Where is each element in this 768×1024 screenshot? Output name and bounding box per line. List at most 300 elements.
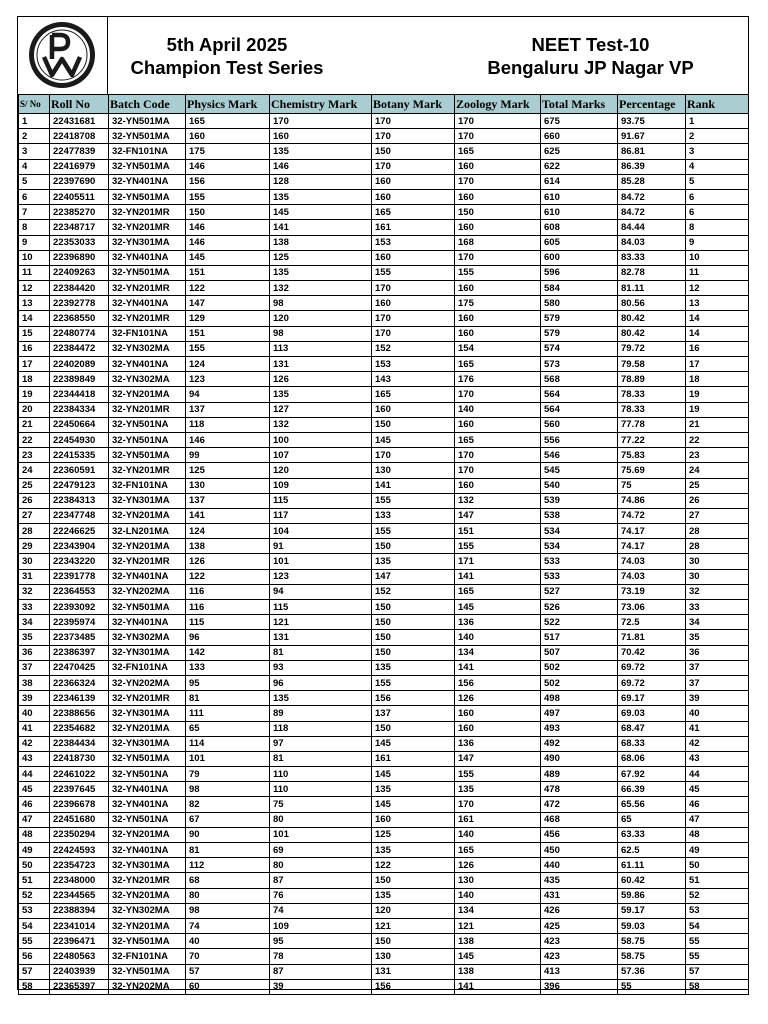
cell-percentage: 93.75 [618, 114, 686, 129]
cell-sno: 58 [19, 979, 50, 994]
cell-percentage: 79.58 [618, 357, 686, 372]
results-body [19, 114, 749, 995]
cell-botany: 155 [372, 524, 455, 539]
cell-batch-code: 32-FN101NA [109, 660, 186, 675]
cell-botany: 160 [372, 812, 455, 827]
cell-zoology: 160 [455, 220, 541, 235]
cell-roll-no: 22365397 [50, 979, 109, 994]
cell-physics: 155 [186, 341, 270, 356]
cell-rank: 50 [686, 858, 749, 873]
cell-batch-code: 32-FN101NA [109, 949, 186, 964]
cell-rank: 25 [686, 478, 749, 493]
cell-roll-no: 22392778 [50, 296, 109, 311]
cell-roll-no: 22480563 [50, 949, 109, 964]
cell-zoology: 141 [455, 660, 541, 675]
cell-total: 622 [541, 159, 618, 174]
cell-chemistry: 91 [270, 539, 372, 554]
cell-zoology: 171 [455, 554, 541, 569]
table-row [19, 782, 749, 797]
cell-sno: 27 [19, 508, 50, 523]
cell-roll-no: 22389849 [50, 372, 109, 387]
cell-percentage: 84.03 [618, 235, 686, 250]
cell-batch-code: 32-YN201MR [109, 873, 186, 888]
cell-sno: 16 [19, 341, 50, 356]
cell-chemistry: 117 [270, 508, 372, 523]
cell-botany: 121 [372, 918, 455, 933]
cell-rank: 30 [686, 554, 749, 569]
cell-sno: 43 [19, 751, 50, 766]
cell-total: 596 [541, 265, 618, 280]
cell-roll-no: 22393092 [50, 600, 109, 615]
cell-chemistry: 135 [270, 144, 372, 159]
cell-percentage: 69.03 [618, 706, 686, 721]
cell-physics: 67 [186, 812, 270, 827]
cell-rank: 1 [686, 114, 749, 129]
cell-physics: 126 [186, 554, 270, 569]
cell-sno: 22 [19, 432, 50, 447]
cell-roll-no: 22416979 [50, 159, 109, 174]
cell-batch-code: 32-YN401NA [109, 250, 186, 265]
cell-sno: 31 [19, 569, 50, 584]
logo-box [18, 17, 108, 94]
cell-zoology: 136 [455, 615, 541, 630]
cell-chemistry: 81 [270, 645, 372, 660]
cell-total: 497 [541, 706, 618, 721]
cell-botany: 150 [372, 721, 455, 736]
cell-botany: 130 [372, 949, 455, 964]
cell-sno: 28 [19, 524, 50, 539]
cell-sno: 5 [19, 174, 50, 189]
results-table [18, 94, 749, 995]
cell-chemistry: 170 [270, 114, 372, 129]
cell-roll-no: 22431681 [50, 114, 109, 129]
cell-physics: 146 [186, 432, 270, 447]
cell-total: 533 [541, 554, 618, 569]
cell-zoology: 170 [455, 463, 541, 478]
cell-roll-no: 22347748 [50, 508, 109, 523]
cell-chemistry: 98 [270, 326, 372, 341]
cell-batch-code: 32-YN501NA [109, 432, 186, 447]
cell-physics: 57 [186, 964, 270, 979]
table-row [19, 417, 749, 432]
cell-percentage: 74.86 [618, 493, 686, 508]
table-row [19, 448, 749, 463]
cell-chemistry: 145 [270, 205, 372, 220]
cell-physics: 111 [186, 706, 270, 721]
cell-total: 534 [541, 539, 618, 554]
cell-total: 450 [541, 843, 618, 858]
cell-batch-code: 32-YN302MA [109, 341, 186, 356]
cell-percentage: 70.42 [618, 645, 686, 660]
cell-total: 574 [541, 341, 618, 356]
cell-zoology: 140 [455, 402, 541, 417]
cell-zoology: 138 [455, 934, 541, 949]
col-header-batch-code: Batch Code [109, 95, 186, 114]
table-row [19, 220, 749, 235]
cell-rank: 33 [686, 600, 749, 615]
cell-sno: 1 [19, 114, 50, 129]
cell-batch-code: 32-YN501MA [109, 159, 186, 174]
cell-rank: 47 [686, 812, 749, 827]
cell-total: 526 [541, 600, 618, 615]
cell-percentage: 72.5 [618, 615, 686, 630]
table-row [19, 934, 749, 949]
cell-zoology: 165 [455, 357, 541, 372]
cell-chemistry: 131 [270, 630, 372, 645]
cell-sno: 17 [19, 357, 50, 372]
cell-sno: 49 [19, 843, 50, 858]
cell-chemistry: 87 [270, 873, 372, 888]
cell-zoology: 136 [455, 736, 541, 751]
cell-rank: 55 [686, 949, 749, 964]
cell-zoology: 141 [455, 569, 541, 584]
cell-physics: 123 [186, 372, 270, 387]
cell-physics: 98 [186, 903, 270, 918]
cell-sno: 36 [19, 645, 50, 660]
cell-chemistry: 81 [270, 751, 372, 766]
cell-sno: 33 [19, 600, 50, 615]
cell-zoology: 121 [455, 918, 541, 933]
cell-botany: 165 [372, 205, 455, 220]
cell-physics: 122 [186, 281, 270, 296]
cell-sno: 13 [19, 296, 50, 311]
cell-percentage: 78.33 [618, 387, 686, 402]
cell-roll-no: 22397690 [50, 174, 109, 189]
cell-batch-code: 32-YN301MA [109, 706, 186, 721]
cell-total: 468 [541, 812, 618, 827]
cell-zoology: 170 [455, 174, 541, 189]
cell-botany: 150 [372, 615, 455, 630]
cell-rank: 51 [686, 873, 749, 888]
cell-physics: 94 [186, 387, 270, 402]
cell-rank: 22 [686, 432, 749, 447]
cell-chemistry: 127 [270, 402, 372, 417]
table-row [19, 827, 749, 842]
cell-rank: 16 [686, 341, 749, 356]
cell-chemistry: 141 [270, 220, 372, 235]
cell-botany: 160 [372, 296, 455, 311]
cell-physics: 137 [186, 402, 270, 417]
cell-physics: 137 [186, 493, 270, 508]
cell-percentage: 68.06 [618, 751, 686, 766]
cell-batch-code: 32-YN501MA [109, 600, 186, 615]
pw-logo-icon [28, 21, 96, 89]
cell-total: 517 [541, 630, 618, 645]
cell-roll-no: 22384334 [50, 402, 109, 417]
cell-chemistry: 125 [270, 250, 372, 265]
table-row [19, 888, 749, 903]
cell-batch-code: 32-YN302MA [109, 903, 186, 918]
cell-batch-code: 32-YN501MA [109, 265, 186, 280]
cell-percentage: 61.11 [618, 858, 686, 873]
cell-botany: 131 [372, 964, 455, 979]
cell-sno: 42 [19, 736, 50, 751]
cell-chemistry: 76 [270, 888, 372, 903]
cell-roll-no: 22384313 [50, 493, 109, 508]
cell-total: 502 [541, 675, 618, 690]
cell-botany: 122 [372, 858, 455, 873]
cell-percentage: 73.19 [618, 584, 686, 599]
cell-percentage: 79.72 [618, 341, 686, 356]
cell-physics: 146 [186, 220, 270, 235]
cell-rank: 19 [686, 402, 749, 417]
table-row [19, 114, 749, 129]
table-row [19, 721, 749, 736]
cell-batch-code: 32-YN202MA [109, 979, 186, 994]
cell-total: 431 [541, 888, 618, 903]
cell-chemistry: 100 [270, 432, 372, 447]
cell-total: 579 [541, 311, 618, 326]
cell-roll-no: 22385270 [50, 205, 109, 220]
cell-total: 423 [541, 934, 618, 949]
cell-physics: 98 [186, 782, 270, 797]
table-row [19, 357, 749, 372]
test-name: NEET Test-10 [531, 34, 650, 55]
cell-batch-code: 32-YN202MA [109, 584, 186, 599]
cell-sno: 10 [19, 250, 50, 265]
cell-total: 605 [541, 235, 618, 250]
table-row [19, 493, 749, 508]
cell-rank: 35 [686, 630, 749, 645]
cell-roll-no: 22391778 [50, 569, 109, 584]
cell-sno: 48 [19, 827, 50, 842]
cell-sno: 3 [19, 144, 50, 159]
cell-total: 425 [541, 918, 618, 933]
col-header-rank: Rank [686, 95, 749, 114]
cell-zoology: 155 [455, 265, 541, 280]
cell-total: 573 [541, 357, 618, 372]
cell-chemistry: 98 [270, 296, 372, 311]
cell-roll-no: 22418730 [50, 751, 109, 766]
cell-total: 614 [541, 174, 618, 189]
cell-chemistry: 101 [270, 827, 372, 842]
cell-zoology: 147 [455, 751, 541, 766]
cell-roll-no: 22479123 [50, 478, 109, 493]
table-row [19, 675, 749, 690]
cell-zoology: 160 [455, 417, 541, 432]
cell-rank: 54 [686, 918, 749, 933]
cell-botany: 155 [372, 675, 455, 690]
cell-batch-code: 32-YN501MA [109, 751, 186, 766]
cell-roll-no: 22395974 [50, 615, 109, 630]
cell-rank: 37 [686, 675, 749, 690]
table-row [19, 600, 749, 615]
cell-botany: 170 [372, 129, 455, 144]
cell-percentage: 59.86 [618, 888, 686, 903]
cell-rank: 53 [686, 903, 749, 918]
cell-sno: 39 [19, 691, 50, 706]
cell-roll-no: 22348000 [50, 873, 109, 888]
cell-chemistry: 69 [270, 843, 372, 858]
cell-rank: 26 [686, 493, 749, 508]
cell-percentage: 77.22 [618, 432, 686, 447]
cell-zoology: 147 [455, 508, 541, 523]
cell-total: 600 [541, 250, 618, 265]
cell-sno: 45 [19, 782, 50, 797]
cell-zoology: 155 [455, 539, 541, 554]
cell-botany: 150 [372, 630, 455, 645]
cell-total: 413 [541, 964, 618, 979]
cell-rank: 28 [686, 539, 749, 554]
cell-chemistry: 80 [270, 812, 372, 827]
cell-botany: 145 [372, 767, 455, 782]
cell-percentage: 80.42 [618, 326, 686, 341]
cell-zoology: 141 [455, 979, 541, 994]
cell-percentage: 73.06 [618, 600, 686, 615]
table-row [19, 964, 749, 979]
result-sheet [17, 16, 749, 993]
cell-physics: 80 [186, 888, 270, 903]
cell-zoology: 170 [455, 114, 541, 129]
table-row [19, 812, 749, 827]
cell-percentage: 91.67 [618, 129, 686, 144]
table-row [19, 144, 749, 159]
cell-rank: 48 [686, 827, 749, 842]
cell-roll-no: 22366324 [50, 675, 109, 690]
cell-percentage: 83.33 [618, 250, 686, 265]
cell-zoology: 160 [455, 189, 541, 204]
cell-batch-code: 32-YN201MR [109, 554, 186, 569]
cell-roll-no: 22477839 [50, 144, 109, 159]
cell-zoology: 170 [455, 387, 541, 402]
cell-rank: 2 [686, 129, 749, 144]
cell-total: 579 [541, 326, 618, 341]
cell-sno: 4 [19, 159, 50, 174]
cell-percentage: 75.69 [618, 463, 686, 478]
cell-chemistry: 115 [270, 493, 372, 508]
table-row [19, 524, 749, 539]
table-row [19, 751, 749, 766]
cell-botany: 150 [372, 934, 455, 949]
cell-physics: 129 [186, 311, 270, 326]
cell-percentage: 65 [618, 812, 686, 827]
cell-zoology: 126 [455, 691, 541, 706]
cell-total: 426 [541, 903, 618, 918]
cell-zoology: 160 [455, 159, 541, 174]
cell-zoology: 165 [455, 843, 541, 858]
cell-percentage: 86.39 [618, 159, 686, 174]
cell-rank: 12 [686, 281, 749, 296]
table-row [19, 615, 749, 630]
cell-rank: 46 [686, 797, 749, 812]
cell-physics: 155 [186, 189, 270, 204]
cell-total: 556 [541, 432, 618, 447]
cell-zoology: 160 [455, 478, 541, 493]
cell-roll-no: 22344418 [50, 387, 109, 402]
cell-physics: 81 [186, 843, 270, 858]
cell-sno: 34 [19, 615, 50, 630]
cell-percentage: 67.92 [618, 767, 686, 782]
cell-rank: 8 [686, 220, 749, 235]
cell-sno: 29 [19, 539, 50, 554]
cell-botany: 125 [372, 827, 455, 842]
cell-batch-code: 32-YN202MA [109, 675, 186, 690]
cell-physics: 118 [186, 417, 270, 432]
cell-zoology: 151 [455, 524, 541, 539]
cell-rank: 9 [686, 235, 749, 250]
cell-percentage: 78.33 [618, 402, 686, 417]
table-row [19, 174, 749, 189]
cell-sno: 30 [19, 554, 50, 569]
cell-physics: 65 [186, 721, 270, 736]
cell-botany: 160 [372, 402, 455, 417]
cell-zoology: 156 [455, 675, 541, 690]
cell-chemistry: 115 [270, 600, 372, 615]
cell-rank: 14 [686, 326, 749, 341]
cell-zoology: 161 [455, 812, 541, 827]
cell-roll-no: 22353033 [50, 235, 109, 250]
table-row [19, 949, 749, 964]
cell-physics: 101 [186, 751, 270, 766]
table-row [19, 296, 749, 311]
cell-total: 533 [541, 569, 618, 584]
cell-percentage: 62.5 [618, 843, 686, 858]
cell-physics: 160 [186, 129, 270, 144]
table-row [19, 645, 749, 660]
cell-physics: 68 [186, 873, 270, 888]
cell-botany: 152 [372, 341, 455, 356]
cell-chemistry: 135 [270, 691, 372, 706]
table-row [19, 281, 749, 296]
cell-percentage: 65.56 [618, 797, 686, 812]
cell-percentage: 58.75 [618, 949, 686, 964]
cell-roll-no: 22368550 [50, 311, 109, 326]
cell-sno: 2 [19, 129, 50, 144]
cell-zoology: 134 [455, 903, 541, 918]
table-row [19, 584, 749, 599]
cell-roll-no: 22461022 [50, 767, 109, 782]
cell-sno: 41 [19, 721, 50, 736]
cell-physics: 147 [186, 296, 270, 311]
cell-rank: 24 [686, 463, 749, 478]
cell-sno: 14 [19, 311, 50, 326]
cell-sno: 15 [19, 326, 50, 341]
cell-rank: 55 [686, 934, 749, 949]
cell-percentage: 69.72 [618, 675, 686, 690]
cell-batch-code: 32-YN201MA [109, 721, 186, 736]
cell-batch-code: 32-YN401NA [109, 296, 186, 311]
cell-roll-no: 22396678 [50, 797, 109, 812]
cell-batch-code: 32-YN301MA [109, 235, 186, 250]
cell-roll-no: 22397645 [50, 782, 109, 797]
cell-sno: 55 [19, 934, 50, 949]
cell-physics: 156 [186, 174, 270, 189]
cell-roll-no: 22348717 [50, 220, 109, 235]
cell-total: 580 [541, 296, 618, 311]
cell-total: 502 [541, 660, 618, 675]
cell-botany: 137 [372, 706, 455, 721]
cell-zoology: 160 [455, 311, 541, 326]
cell-batch-code: 32-YN501NA [109, 812, 186, 827]
cell-physics: 60 [186, 979, 270, 994]
cell-zoology: 160 [455, 706, 541, 721]
table-row [19, 463, 749, 478]
cell-batch-code: 32-YN501MA [109, 189, 186, 204]
cell-rank: 21 [686, 417, 749, 432]
cell-rank: 14 [686, 311, 749, 326]
cell-batch-code: 32-YN501MA [109, 448, 186, 463]
cell-chemistry: 104 [270, 524, 372, 539]
test-series-title [107, 33, 347, 79]
cell-rank: 36 [686, 645, 749, 660]
cell-sno: 18 [19, 372, 50, 387]
cell-chemistry: 39 [270, 979, 372, 994]
cell-sno: 50 [19, 858, 50, 873]
cell-chemistry: 132 [270, 417, 372, 432]
cell-zoology: 170 [455, 797, 541, 812]
cell-percentage: 74.72 [618, 508, 686, 523]
cell-sno: 56 [19, 949, 50, 964]
